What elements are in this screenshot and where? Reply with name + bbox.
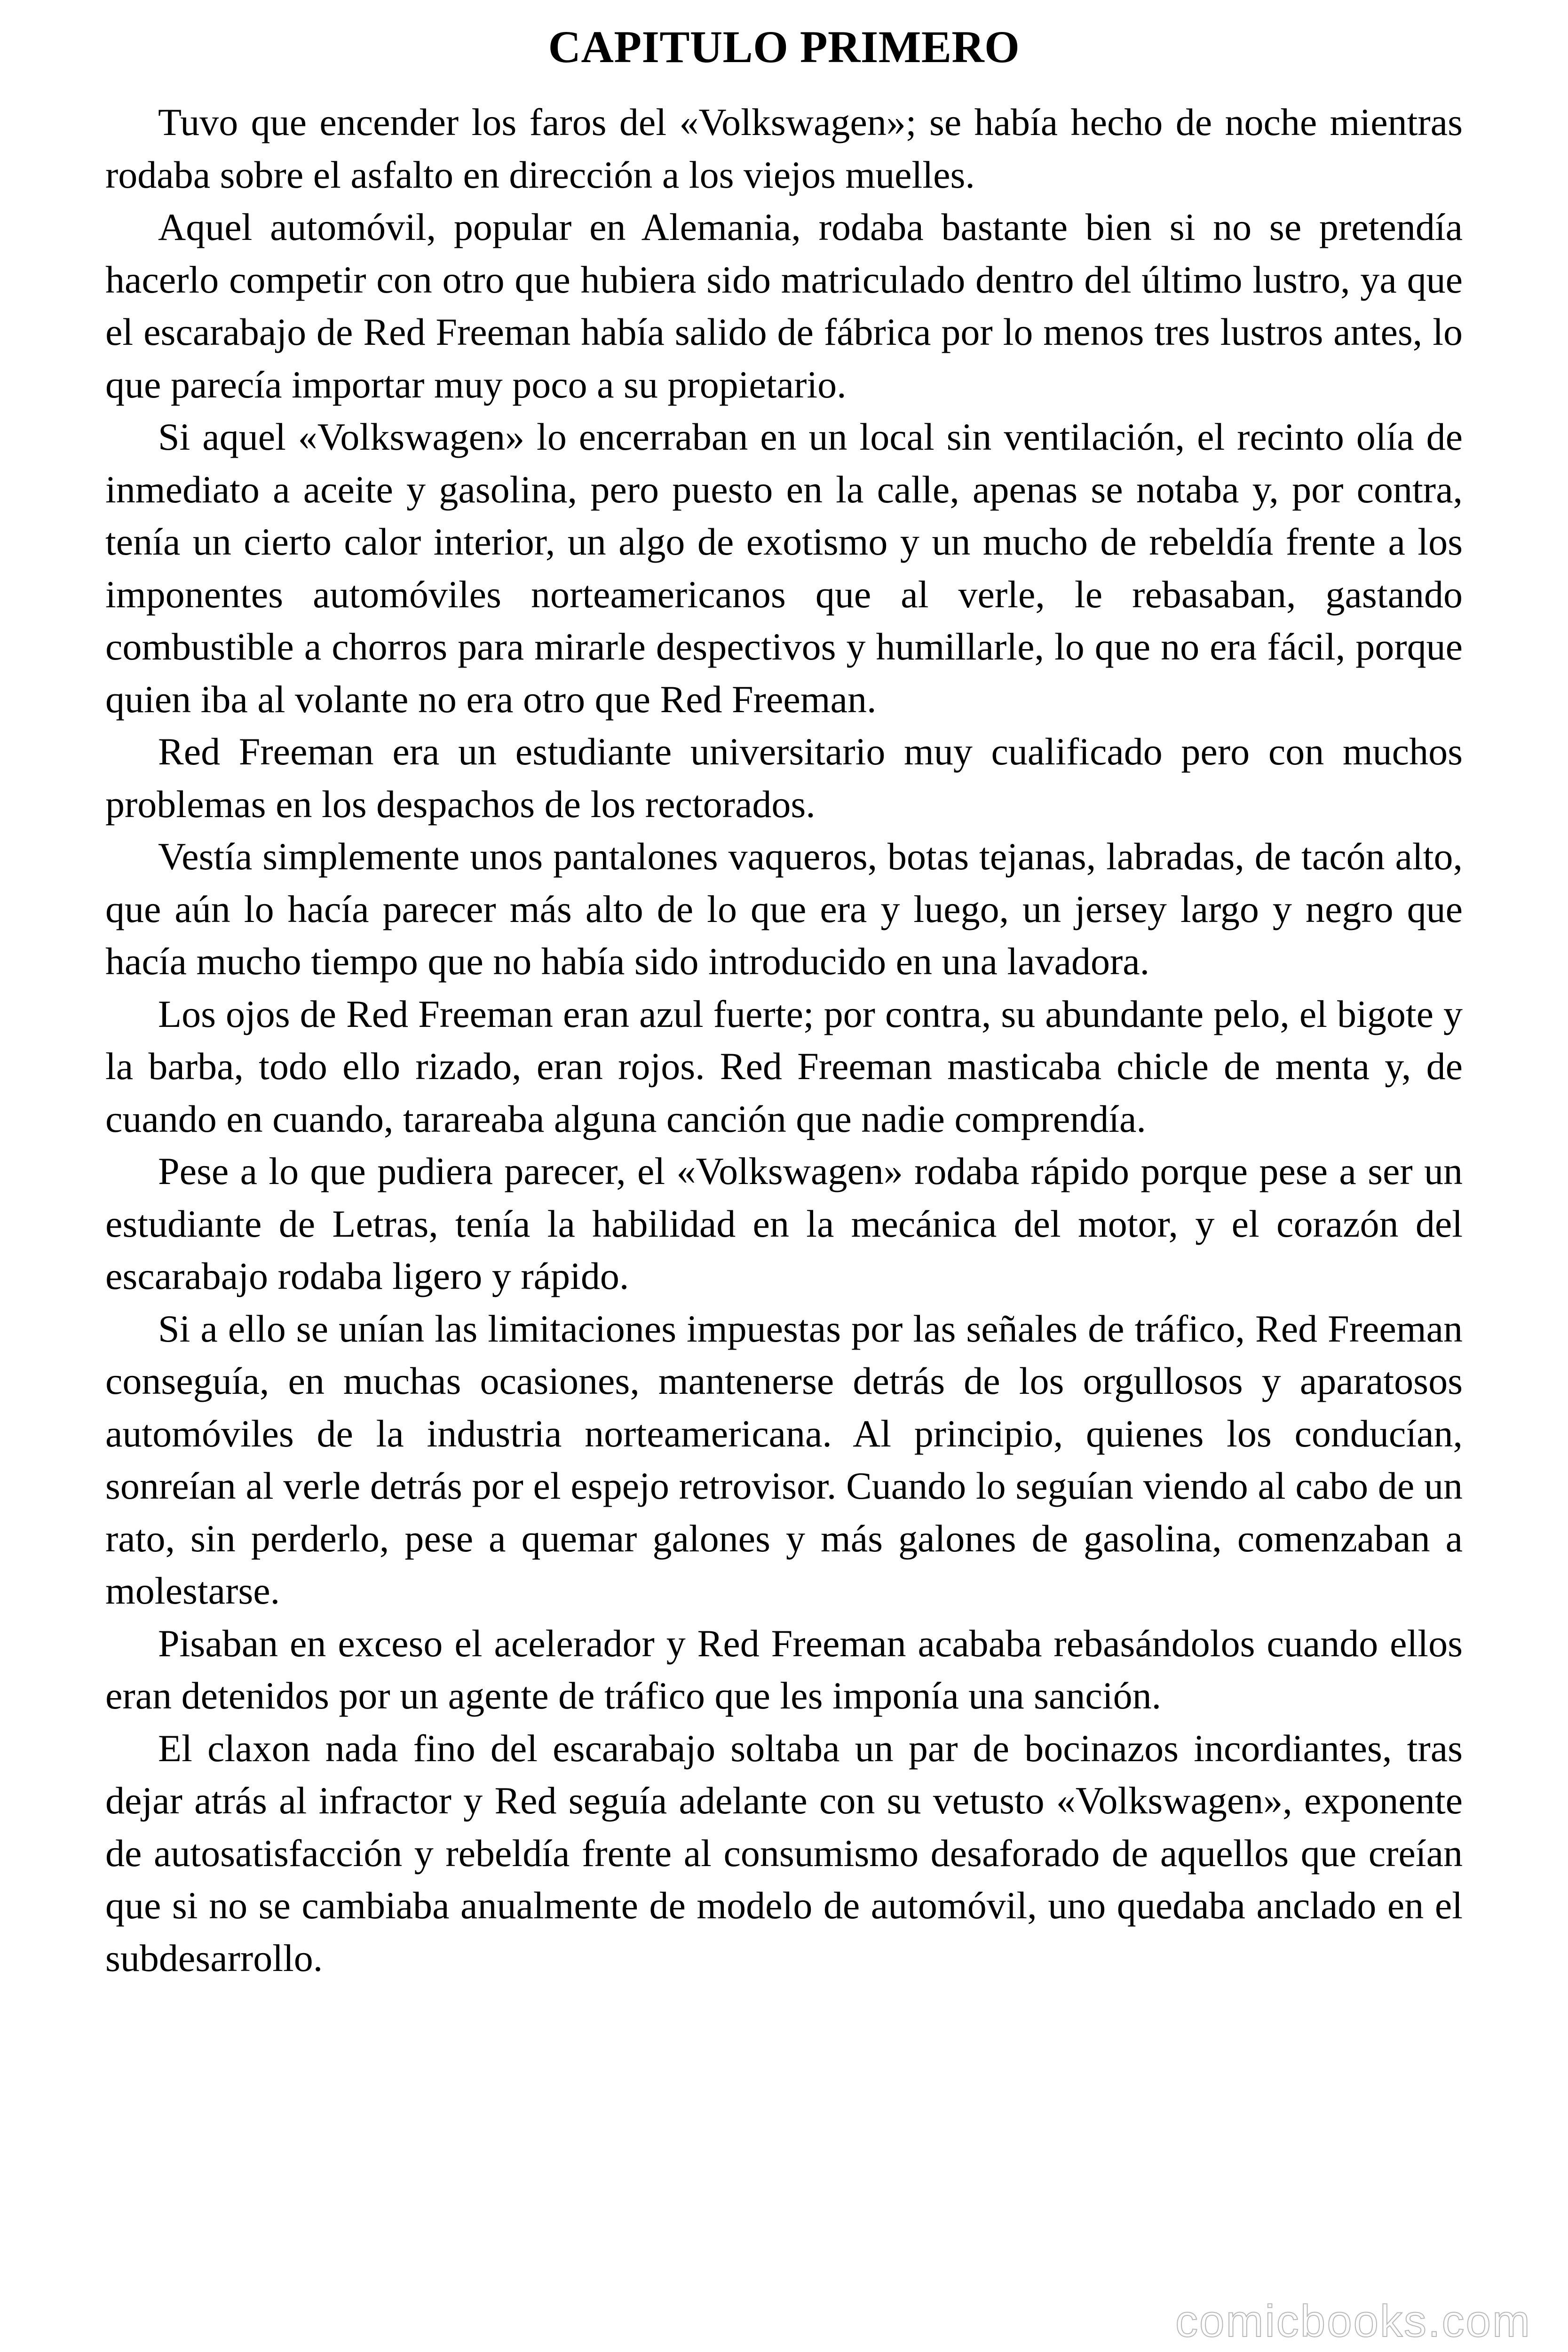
paragraph-6: Los ojos de Red Freeman eran azul fuerte; por contra, su abundante pelo, el bigote y la barba, todo ello rizado, eran rojos. Red Freeman masticaba chicle de menta y, de cuando en cuando, tarareaba alguna canción que nadie comprendía. [105, 992, 1463, 1140]
paragraph-9: Pisaban en exceso el acelerador y Red Freeman acababa rebasándolos cuando ellos eran detenidos por un agente de tráfico que les imponía una sanción. [105, 1621, 1463, 1717]
paragraph-4: Red Freeman era un estudiante universitario muy cualificado pero con muchos problemas en los despachos de los rectorados. [105, 730, 1463, 826]
book-page [105, 19, 1463, 1984]
chapter-title: CAPITULO PRIMERO [548, 22, 1020, 72]
paragraph-1: Tuvo que encender los faros del «Volkswagen»; se había hecho de noche mientras rodaba sobre el asfalto en dirección a los viejos muelles. [105, 101, 1463, 196]
paragraph-3: Si aquel «Volkswagen» lo encerraban en un local sin ventilación, el recinto olía de inmediato a aceite y gasolina, pero puesto en la calle, apenas se notaba y, por contra, tenía un cierto calor interior, un algo de exotismo y un mucho de rebeldía frente a los imponentes automóviles norteamericanos que al verle, le rebasaban, gastando combustible a chorros para mirarle despectivos y humillarle, lo que no era fácil, porque quien iba al volante no era otro que Red Freeman. [105, 415, 1463, 721]
paragraph-5: Vestía simplemente unos pantalones vaqueros, botas tejanas, labradas, de tacón alto, que aún lo hacía parecer más alto de lo que era y luego, un jersey largo y negro que hacía mucho tiempo que no había sido introducido en una lavadora. [105, 835, 1463, 983]
watermark: comicbooks.com [1175, 2296, 1531, 2346]
paragraph-8: Si a ello se unían las limitaciones impuestas por las señales de tráfico, Red Freeman conseguía, en muchas ocasiones, mantenerse detrás de los orgullosos y aparatosos automóviles de la industria norteamericana. Al principio, quienes los conducían, sonreían al verle detrás por el espejo retrovisor. Cuando lo seguían viendo al cabo de un rato, sin perderlo, pese a quemar galones y más galones de gasolina, comenzaban a molestarse. [105, 1307, 1463, 1612]
paragraph-10: El claxon nada fino del escarabajo soltaba un par de bocinazos incordiantes, tras dejar atrás al infractor y Red seguía adelante con su vetusto «Volkswagen», exponente de autosatisfacción y rebeldía frente al consumismo desaforado de aquellos que creían que si no se cambiaba anualmente de modelo de automóvil, uno quedaba anclado en el subdesarrollo. [105, 1726, 1463, 1979]
paragraph-2: Aquel automóvil, popular en Alemania, rodaba bastante bien si no se pretendía hacerlo competir con otro que hubiera sido matriculado dentro del último lustro, ya que el escarabajo de Red Freeman había salido de fábrica por lo menos tres lustros antes, lo que parecía importar muy poco a su propietario. [105, 206, 1463, 406]
paragraph-7: Pese a lo que pudiera parecer, el «Volkswagen» rodaba rápido porque pese a ser un estudiante de Letras, tenía la habilidad en la mecánica del motor, y el corazón del escarabajo rodaba ligero y rápido. [105, 1150, 1463, 1297]
